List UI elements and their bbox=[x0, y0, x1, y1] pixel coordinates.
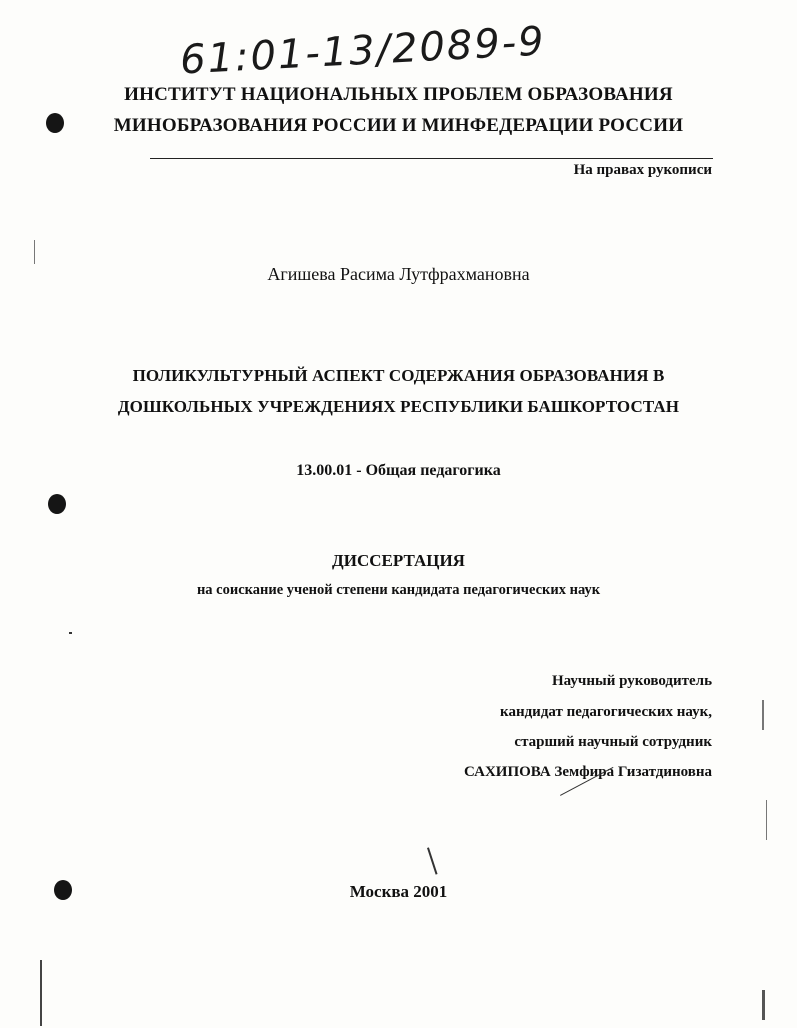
pen-stroke bbox=[427, 848, 437, 875]
advisor-degree: кандидат педагогических наук, bbox=[500, 704, 712, 720]
scan-edge-mark bbox=[762, 700, 764, 730]
scan-edge-mark bbox=[766, 800, 767, 840]
advisor-position: старший научный сотрудник bbox=[514, 734, 712, 750]
header-divider bbox=[150, 158, 713, 159]
scan-edge-mark bbox=[762, 990, 765, 1020]
dissertation-title-line1: ПОЛИКУЛЬТУРНЫЙ АСПЕКТ СОДЕРЖАНИЯ ОБРАЗОВАНИЯ В bbox=[132, 366, 665, 385]
institute-name-line1: ИНСТИТУТ НАЦИОНАЛЬНЫХ ПРОБЛЕМ ОБРАЗОВАНИЯ bbox=[124, 84, 673, 105]
document-type: ДИССЕРТАЦИЯ bbox=[332, 551, 465, 570]
punch-hole-middle bbox=[48, 494, 66, 514]
author-name: Агишева Расима Лутфрахмановна bbox=[267, 264, 530, 284]
scan-edge-mark bbox=[40, 960, 42, 1026]
advisor-name: САХИПОВА Земфира Гизатдиновна bbox=[464, 764, 712, 780]
punch-hole-top bbox=[46, 113, 64, 133]
specialty-code: 13.00.01 - Общая педагогика bbox=[296, 462, 501, 479]
advisor-role: Научный руководитель bbox=[552, 673, 712, 689]
scan-speck bbox=[69, 632, 72, 634]
dissertation-title-line2: ДОШКОЛЬНЫХ УЧРЕЖДЕНИЯХ РЕСПУБЛИКИ БАШКОРТОСТАН bbox=[117, 397, 680, 416]
institute-name-line2: МИНОБРАЗОВАНИЯ РОССИИ И МИНФЕДЕРАЦИИ РОССИИ bbox=[113, 115, 684, 136]
city-and-year: Москва 2001 bbox=[349, 882, 448, 901]
scan-edge-mark bbox=[34, 240, 35, 264]
manuscript-rights-note: На правах рукописи bbox=[573, 162, 712, 178]
handwritten-registration-number: 61:01-13/2089-9 bbox=[179, 18, 547, 84]
degree-statement: на соискание ученой степени кандидата педагогических наук bbox=[196, 582, 601, 598]
punch-hole-bottom bbox=[54, 880, 72, 900]
